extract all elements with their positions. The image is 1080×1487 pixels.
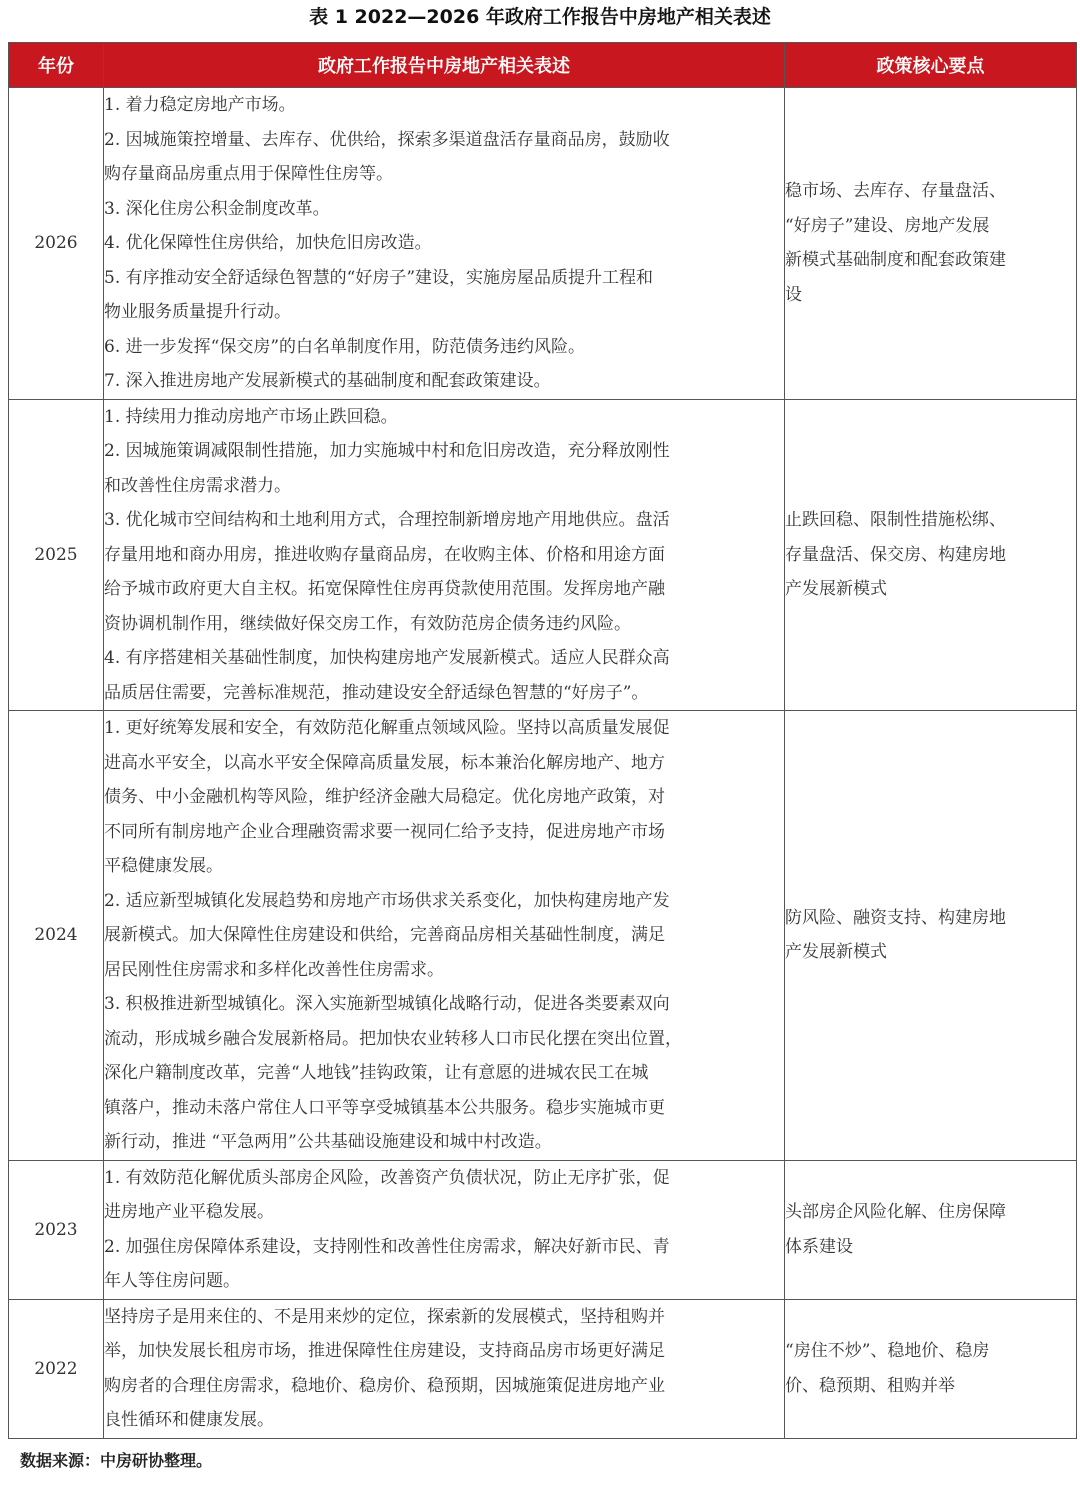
statement-line: 平稳健康发展。 [104, 856, 223, 876]
statement-line: 品质居住需要，完善标准规范，推动建设安全舒适绿色智慧的“好房子”。 [104, 682, 649, 703]
statement-line: 6. 进一步发挥“保交房”的白名单制度作用，防范债务违约风险。 [104, 336, 586, 357]
statement-line: 存量用地和商办用房，推进收购存量商品房，在收购主体、价格和用途方面 [104, 544, 665, 565]
policy-table [8, 42, 1077, 1439]
statement-line: 债务、中小金融机构等风险，维护经济金融大局稳定。优化房地产政策，对 [104, 787, 665, 807]
table-row [9, 711, 1077, 1161]
core-point-line: “好房子”建设、房地产发展 [785, 215, 990, 236]
header-statement: 政府工作报告中房地产相关表述 [104, 43, 785, 88]
core-point-line: 产发展新模式 [785, 579, 887, 599]
year-cell: 2022 [9, 1299, 104, 1438]
header-year: 年份 [9, 43, 104, 88]
statement-cell [104, 88, 785, 400]
statement-line: 3. 优化城市空间结构和土地利用方式，合理控制新增房地产用地供应。盘活 [104, 510, 670, 530]
statement-line: 举，加快发展长租房市场，推进保障性住房建设，支持商品房市场更好满足 [104, 1341, 665, 1361]
core-point-line: 防风险、融资支持、构建房地 [785, 907, 1006, 928]
statement-line: 深化户籍制度改革，完善“人地钱”挂钩政策，让有意愿的进城农民工在城 [104, 1063, 649, 1083]
statement-line: 镇落户，推动未落户常住人口平等享受城镇基本公共服务。稳步实施城市更 [104, 1097, 665, 1118]
statement-line: 2. 因城施策调减限制性措施，加力实施城中村和危旧房改造，充分释放刚性 [104, 441, 670, 461]
statement-line: 4. 优化保障性住房供给，加快危旧房改造。 [104, 233, 432, 253]
statement-cell [104, 399, 785, 711]
statement-line: 新行动，推进 “平急两用”公共基础设施建设和城中村改造。 [104, 1132, 552, 1152]
core-point-line: 头部房企风险化解、住房保障 [785, 1202, 1006, 1222]
table-row [9, 1160, 1077, 1299]
statement-line: 2. 加强住房保障体系建设，支持刚性和改善性住房需求，解决好新市民、青 [104, 1236, 670, 1257]
core-points-cell [785, 399, 1077, 711]
table-header-row [9, 43, 1077, 88]
statement-line: 2. 适应新型城镇化发展趋势和房地产市场供求关系变化，加快构建房地产发 [104, 890, 670, 911]
table-row [9, 88, 1077, 400]
statement-line: 不同所有制房地产企业合理融资需求要一视同仁给予支持，促进房地产市场 [104, 821, 665, 842]
core-point-line: 新模式基础制度和配套政策建 [785, 250, 1006, 271]
statement-cell [104, 1299, 785, 1438]
year-cell: 2024 [9, 711, 104, 1161]
core-points-cell [785, 88, 1077, 400]
statement-line: 资协调机制作用，继续做好保交房工作，有效防范房企债务违约风险。 [104, 613, 631, 634]
core-point-line: 价、稳预期、租购并举 [785, 1375, 955, 1396]
statement-line: 展新模式。加大保障性住房建设和供给，完善商品房相关基础性制度，满足 [104, 925, 665, 945]
statement-line: 4. 有序搭建相关基础性制度，加快构建房地产发展新模式。适应人民群众高 [104, 648, 670, 668]
core-point-line: 产发展新模式 [785, 942, 887, 963]
statement-cell [104, 1160, 785, 1299]
statement-line: 1. 着力稳定房地产市场。 [104, 95, 296, 115]
statement-line: 3. 深化住房公积金制度改革。 [104, 198, 330, 219]
year-cell: 2025 [9, 399, 104, 711]
core-points-cell [785, 1299, 1077, 1438]
statement-cell [104, 711, 785, 1161]
core-point-line: 稳市场、去库存、存量盘活、 [785, 181, 1006, 202]
table-row [9, 1299, 1077, 1438]
statement-line: 和改善性住房需求潜力。 [104, 475, 291, 496]
statement-line: 1. 有效防范化解优质头部房企风险，改善资产负债状况，防止无序扩张，促 [104, 1167, 670, 1188]
core-point-line: 存量盘活、保交房、构建房地 [785, 544, 1006, 565]
statement-line: 物业服务质量提升行动。 [104, 302, 291, 322]
statement-line: 1. 更好统筹发展和安全，有效防范化解重点领域风险。坚持以高质量发展促 [104, 718, 670, 738]
table-title: 表 1 2022—2026 年政府工作报告中房地产相关表述 [309, 6, 771, 28]
core-point-line: “房住不炒”、稳地价、稳房 [785, 1341, 990, 1361]
data-source-note: 数据来源：中房研协整理。 [20, 1451, 213, 1470]
statement-line: 流动，形成城乡融合发展新格局。把加快农业转移人口市民化摆在突出位置， [104, 1028, 682, 1049]
statement-line: 3. 积极推进新型城镇化。深入实施新型城镇化战略行动，促进各类要素双向 [104, 994, 670, 1014]
statement-line: 购存量商品房重点用于保障性住房等。 [104, 164, 393, 184]
statement-line: 年人等住房问题。 [104, 1271, 240, 1291]
core-points-cell [785, 1160, 1077, 1299]
statement-line: 购房者的合理住房需求，稳地价、稳房价、稳预期，因城施策促进房地产业 [104, 1375, 665, 1396]
year-cell: 2023 [9, 1160, 104, 1299]
year-cell: 2026 [9, 88, 104, 400]
header-points: 政策核心要点 [785, 43, 1077, 88]
core-point-line: 止跌回稳、限制性措施松绑、 [785, 510, 1006, 530]
core-point-line: 体系建设 [785, 1236, 853, 1257]
statement-line: 进高水平安全，以高水平安全保障高质量发展，标本兼治化解房地产、地方 [104, 752, 665, 773]
statement-line: 居民刚性住房需求和多样化改善性住房需求。 [104, 959, 444, 980]
statement-line: 2. 因城施策控增量、去库存、优供给，探索多渠道盘活存量商品房，鼓励收 [104, 129, 670, 150]
statement-line: 坚持房子是用来住的、不是用来炒的定位，探索新的发展模式，坚持租购并 [104, 1306, 665, 1327]
statement-line: 7. 深入推进房地产发展新模式的基础制度和配套政策建设。 [104, 371, 551, 391]
statement-line: 5. 有序推动安全舒适绿色智慧的“好房子”建设，实施房屋品质提升工程和 [104, 267, 654, 288]
statement-line: 1. 持续用力推动房地产市场止跌回稳。 [104, 406, 398, 427]
core-point-line: 设 [785, 284, 802, 305]
statement-line: 给予城市政府更大自主权。拓宽保障性住房再贷款使用范围。发挥房地产融 [104, 579, 665, 599]
statement-line: 良性循环和健康发展。 [104, 1410, 274, 1430]
core-points-cell [785, 711, 1077, 1161]
statement-line: 进房地产业平稳发展。 [104, 1202, 274, 1222]
table-row [9, 399, 1077, 711]
